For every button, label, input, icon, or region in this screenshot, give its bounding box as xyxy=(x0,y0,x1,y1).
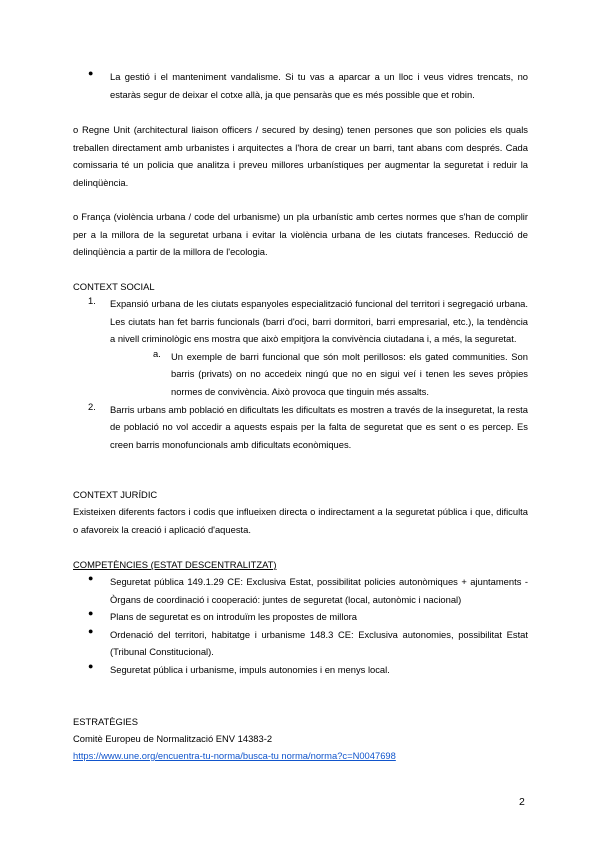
list-number: 2. xyxy=(88,400,96,412)
section-context-juridic xyxy=(73,486,528,538)
list-item xyxy=(73,401,528,454)
bullet-icon: ● xyxy=(88,660,94,671)
bullet-icon: ● xyxy=(88,625,94,636)
section-heading: CONTEXT JURÍDIC xyxy=(73,489,158,500)
list-item-text: Seguretat pública 149.1.29 CE: Exclusiva Estat, possibilitat policies autonòmiques + ajuntaments - Òrgans de coordinació i cooperació: juntes de seguretat (local, autonòmic i nacional) xyxy=(110,576,528,605)
list-item xyxy=(73,295,528,348)
paragraph-uk: o Regne Unit (architectural liaison officers / secured by desing) tenen persones que son policies els quals treballen directament amb urbanistes i arquitectes a l'hora de crear un barri, tant abans com després. Cada comissaria té un policia que analitza i preveu millores urbanístiques per augmentar la seguretat i reduir la delinqüència. xyxy=(73,124,528,188)
list-subitem xyxy=(73,348,528,401)
intro-list xyxy=(73,68,528,103)
paragraph-france: o França (violència urbana / code del urbanisme) un pla urbanístic amb certes normes que s'han de complir per a la millora de la seguretat urbana i evitar la violència urbana de les ciutats franceses. Reducció de delinqüència a partir de la millora de l'ecologia. xyxy=(73,211,528,258)
list-item-text: La gestió i el manteniment vandalisme. Si tu vas a aparcar a un lloc i veus vidres trencats, no estaràs segur de deixar el cotxe allà, ja que pensaràs que es més possible que et robin. xyxy=(110,71,528,100)
section-heading: COMPETÈNCIES (ESTAT DESCENTRALITZAT) xyxy=(73,559,277,570)
list-item xyxy=(73,573,528,608)
section-context-social xyxy=(73,278,528,453)
list-item-text: Un exemple de barri funcional que són molt perillosos: els gated communities. Son barris (privats) on no accedeix ningú que no en sigui veí i tenen les seves pròpies normes de convivència. Això provoca que tinguin més assalts. xyxy=(171,350,528,397)
section-heading: ESTRATÈGIES xyxy=(73,716,138,727)
list-item xyxy=(73,661,528,679)
page-number: 2 xyxy=(519,796,525,808)
list-item-text: Seguretat pública i urbanisme, impuls autonomies i en menys local. xyxy=(110,663,390,675)
list-item-text: Expansió urbana de les ciutats espanyoles especialització funcional del territori i segregació urbana. Les ciutats han fet barris funcionals (barri d'oci, barri dormitori, barri empresarial, etc.), la tendència a nivell criminològic ens mostra que això empitjora la convivència ciutadana i, a més, la seguretat. xyxy=(110,298,528,345)
list-item-text: Plans de seguretat es on introduïm les propostes de millora xyxy=(110,611,358,623)
list-item xyxy=(73,68,528,103)
bullet-icon: ● xyxy=(88,68,94,78)
section-heading: CONTEXT SOCIAL xyxy=(73,281,155,292)
section-text: Existeixen diferents factors i codis que influeixen directa o indirectament a la seguretat pública i que, dificulta o afavoreix la creació i aplicació d'aquesta. xyxy=(73,506,528,535)
section-competencies xyxy=(73,556,528,679)
list-item-text: Ordenació del territori, habitatge i urbanisme 148.3 CE: Exclusiva autonomies, possibilitat Estat (Tribunal Constitucional). xyxy=(110,628,528,658)
list-item xyxy=(73,626,528,661)
norm-link[interactable]: https://www.une.org/encuentra-tu-norma/busca-tu norma/norma?c=N0047698 xyxy=(73,750,396,761)
bullet-icon: ● xyxy=(88,573,94,583)
section-estrategies xyxy=(73,713,528,764)
committee-reference: Comitè Europeu de Normalització ENV 14383-2 xyxy=(73,733,273,744)
list-letter: a. xyxy=(153,347,161,359)
bullet-icon: ● xyxy=(88,608,94,619)
list-item xyxy=(73,608,528,626)
list-item-text: Barris urbans amb població en dificultats les dificultats es mostren a través de la inseguretat, la resta de població no vol accedir a aquests espais per la falta de seguretat que es sent o es percep. Es creen barris monofuncionals amb dificultats econòmiques. xyxy=(110,403,528,450)
list-number: 1. xyxy=(88,295,96,306)
